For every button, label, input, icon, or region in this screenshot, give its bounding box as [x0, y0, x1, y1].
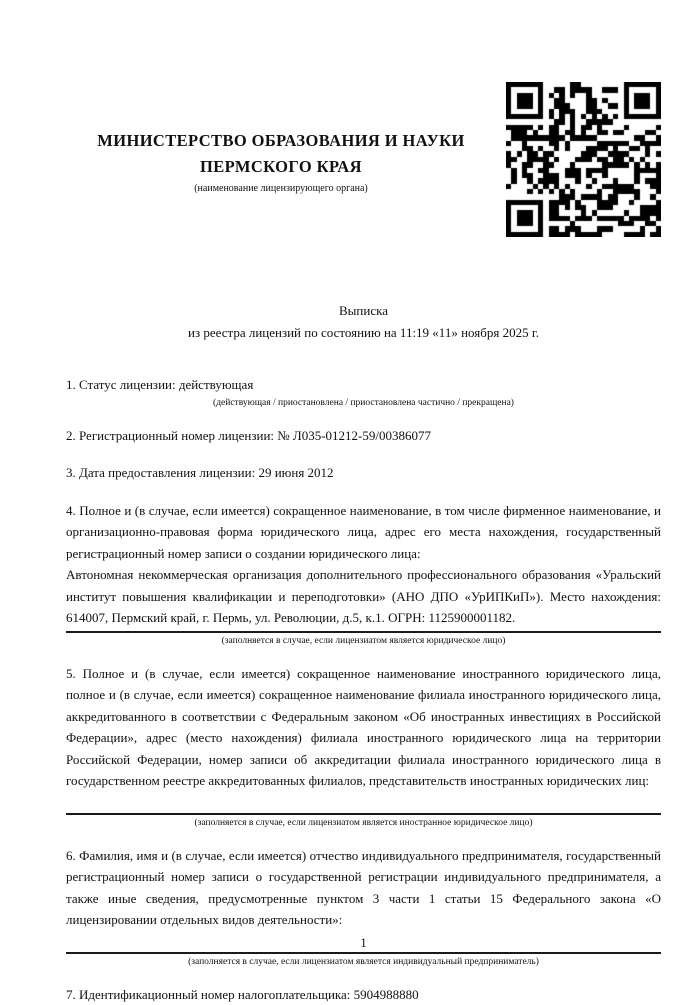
item-4-caption: (заполняется в случае, если лицензиатом является юридическое лицо) — [66, 635, 661, 647]
item-6-caption: (заполняется в случае, если лицензиатом является индивидуальный предприниматель) — [66, 956, 661, 968]
qr-code — [506, 82, 661, 237]
item-5-blank-answer-line — [66, 802, 661, 815]
item-1-text: 1. Статус лицензии: действующая — [66, 374, 661, 396]
item-license-date — [66, 462, 661, 484]
item-registration-number — [66, 425, 661, 447]
item-1-caption: (действующая / приостановлена / приостановлена частично / прекращена) — [66, 397, 661, 409]
ministry-name-line1: МИНИСТЕРСТВО ОБРАЗОВАНИЯ И НАУКИ — [66, 128, 496, 154]
item-legal-entity — [66, 500, 661, 647]
item-3-text: 3. Дата предоставления лицензии: 29 июня 2012 — [66, 462, 661, 484]
document-title — [66, 300, 661, 344]
item-5-caption: (заполняется в случае, если лицензиатом является иностранное юридическое лицо) — [66, 817, 661, 829]
document-title-line1: Выписка — [66, 300, 661, 322]
ministry-name-line2: ПЕРМСКОГО КРАЯ — [66, 154, 496, 180]
item-license-status — [66, 374, 661, 409]
item-4-answer: Автономная некоммерческая организация дополнительного профессионального образования «Уральский институт повышения квалификации и переподготовки» (АНО ДПО «УрИПКиП»). Место нахождения: 614007, Пермский край, г. Пермь, ул. Революции, д.5, к.1. ОГРН: 1125900001182. — [66, 564, 661, 633]
item-4-text: 4. Полное и (в случае, если имеется) сокращенное наименование, в том числе фирменное наименование, и организационно-правовая форма юридического лица, адрес его места нахождения, государственный регистрационный номер записи о создании юридического лица: — [66, 500, 661, 565]
ministry-caption: (наименование лицензирующего органа) — [66, 183, 496, 194]
license-items — [66, 374, 661, 1005]
page-number: 1 — [66, 935, 661, 951]
item-7-text: 7. Идентификационный номер налогоплательщика: 5904988880 — [66, 984, 661, 1005]
item-taxpayer-number — [66, 984, 661, 1005]
licensing-authority-block — [66, 60, 496, 194]
qr-code-image — [506, 82, 661, 237]
item-foreign-entity — [66, 663, 661, 829]
item-5-text: 5. Полное и (в случае, если имеется) сокращенное наименование иностранного юридического лица, полное и (в случае, если имеется) сокращенное наименование филиала иностранного юридического лица, аккредитованного в соответствии с Федеральным законом «Об иностранных инвестициях в Российской Федерации», адрес (место нахождения) филиала иностранного юридического лица на территории Российской Федерации, номер записи об аккредитации филиала иностранного юридического лица в государственном реестре аккредитованных филиалов, представительств иностранных юридических лиц: — [66, 663, 661, 792]
item-2-text: 2. Регистрационный номер лицензии: № Л035-01212-59/00386077 — [66, 425, 661, 447]
item-6-text: 6. Фамилия, имя и (в случае, если имеется) отчество индивидуального предпринимателя, государственный регистрационный номер записи о государственной регистрации индивидуального предпринимателя, а также иные сведения, предусмотренные пунктом 3 части 1 статьи 15 Федерального закона «О лицензировании отдельных видов деятельности»: — [66, 845, 661, 931]
document-title-line2: из реестра лицензий по состоянию на 11:19 «11» ноября 2025 г. — [66, 322, 661, 344]
document-header — [66, 60, 661, 240]
